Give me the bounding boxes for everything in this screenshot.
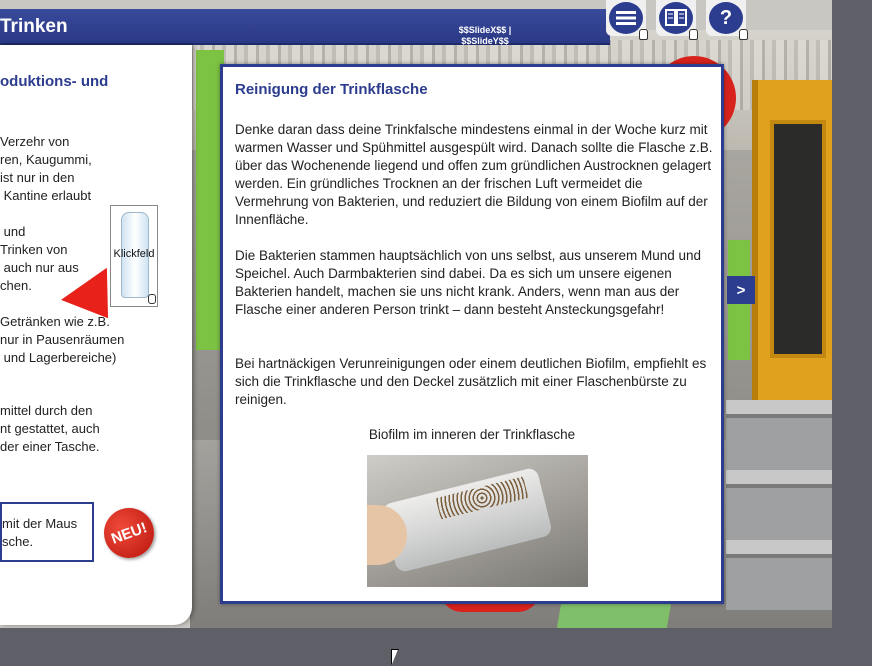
slide-header	[0, 9, 610, 45]
popup-paragraph-3: Bei hartnäckigen Verunreinigungen oder einem deutlichen Biofilm, empfiehlt es sich die Trinkflasche und den Deckel zusätzlich mit einer Flaschenbürste zu reinigen.	[235, 356, 707, 407]
mouse-cursor-icon	[392, 650, 398, 664]
popup-paragraph-1: Denke daran dass deine Trinkfalsche mindestens einmal in der Woche kurz mit warmen Wasser und Spühmittel ausgespült wird. Danach sollte die Flasche z.B. über das Wochenende liegend und offen zum gründlichen Austrocknen gelagert werden. Ein gründliches Trocknen an der frischen Luft vermeidet die Vermehrung von Bakterien, und reduziert die Bildung von einem Biofilm auf der Innenfläche.	[235, 122, 713, 227]
cursor-hint-icon	[639, 29, 648, 40]
panel-paragraph-4: mittel durch den nt gestattet, auch der einer Tasche.	[0, 403, 100, 454]
panel-paragraph-3: Getränken wie z.B. nur in Pausenräumen und Lagerbereiche)	[0, 314, 125, 365]
bottle-photo-shape	[381, 467, 553, 574]
menu-list-icon	[609, 2, 643, 34]
page-title: Trinken	[0, 16, 68, 37]
panel-paragraph-2: und Trinken von auch nur aus chen.	[0, 224, 79, 293]
popup-title: Reinigung der Trinkflasche	[235, 81, 428, 98]
biofilm-photo	[367, 455, 588, 587]
cursor-hint-icon	[148, 294, 156, 304]
background-machine-right	[752, 80, 832, 430]
slide-counter	[440, 25, 530, 47]
instruction-text: mit der Maus sche.	[2, 516, 78, 549]
slide-counter-line1: $$SlideX$$ |	[458, 25, 512, 35]
image-caption: Biofilm im inneren der Trinkflasche	[368, 427, 576, 442]
slide-counter-line2: $$SlideY$$	[461, 36, 509, 46]
background-stairs	[726, 400, 832, 610]
instruction-box	[0, 502, 94, 562]
next-button[interactable]: >	[727, 276, 755, 304]
help-button[interactable]	[706, 0, 746, 36]
menu-button[interactable]	[606, 0, 646, 36]
click-field-label: Klickfeld	[113, 248, 155, 260]
cursor-hint-icon	[739, 29, 748, 40]
glossary-button[interactable]	[656, 0, 696, 36]
popup-paragraph-2: Die Bakterien stammen hauptsächlich von uns selbst, aus unserem Mund und Speichel. Auch Darmbakterien sind dabei. Da es sich um unsere eigenen Bakterien handelt, machen sie uns nicht krank. Anders, wenn man aus der Flasche einer anderen Person trinkt – dann besteht Ansteckungsgefahr!	[235, 248, 702, 317]
info-popup[interactable]	[220, 64, 724, 604]
book-icon	[659, 2, 693, 34]
panel-heading: oduktions- und	[0, 73, 109, 90]
help-icon: ?	[709, 2, 743, 34]
cursor-hint-icon	[689, 29, 698, 40]
panel-paragraph-1: Verzehr von ren, Kaugummi, ist nur in den Kantine erlaubt	[0, 134, 92, 203]
new-badge: NEU!	[97, 501, 161, 565]
